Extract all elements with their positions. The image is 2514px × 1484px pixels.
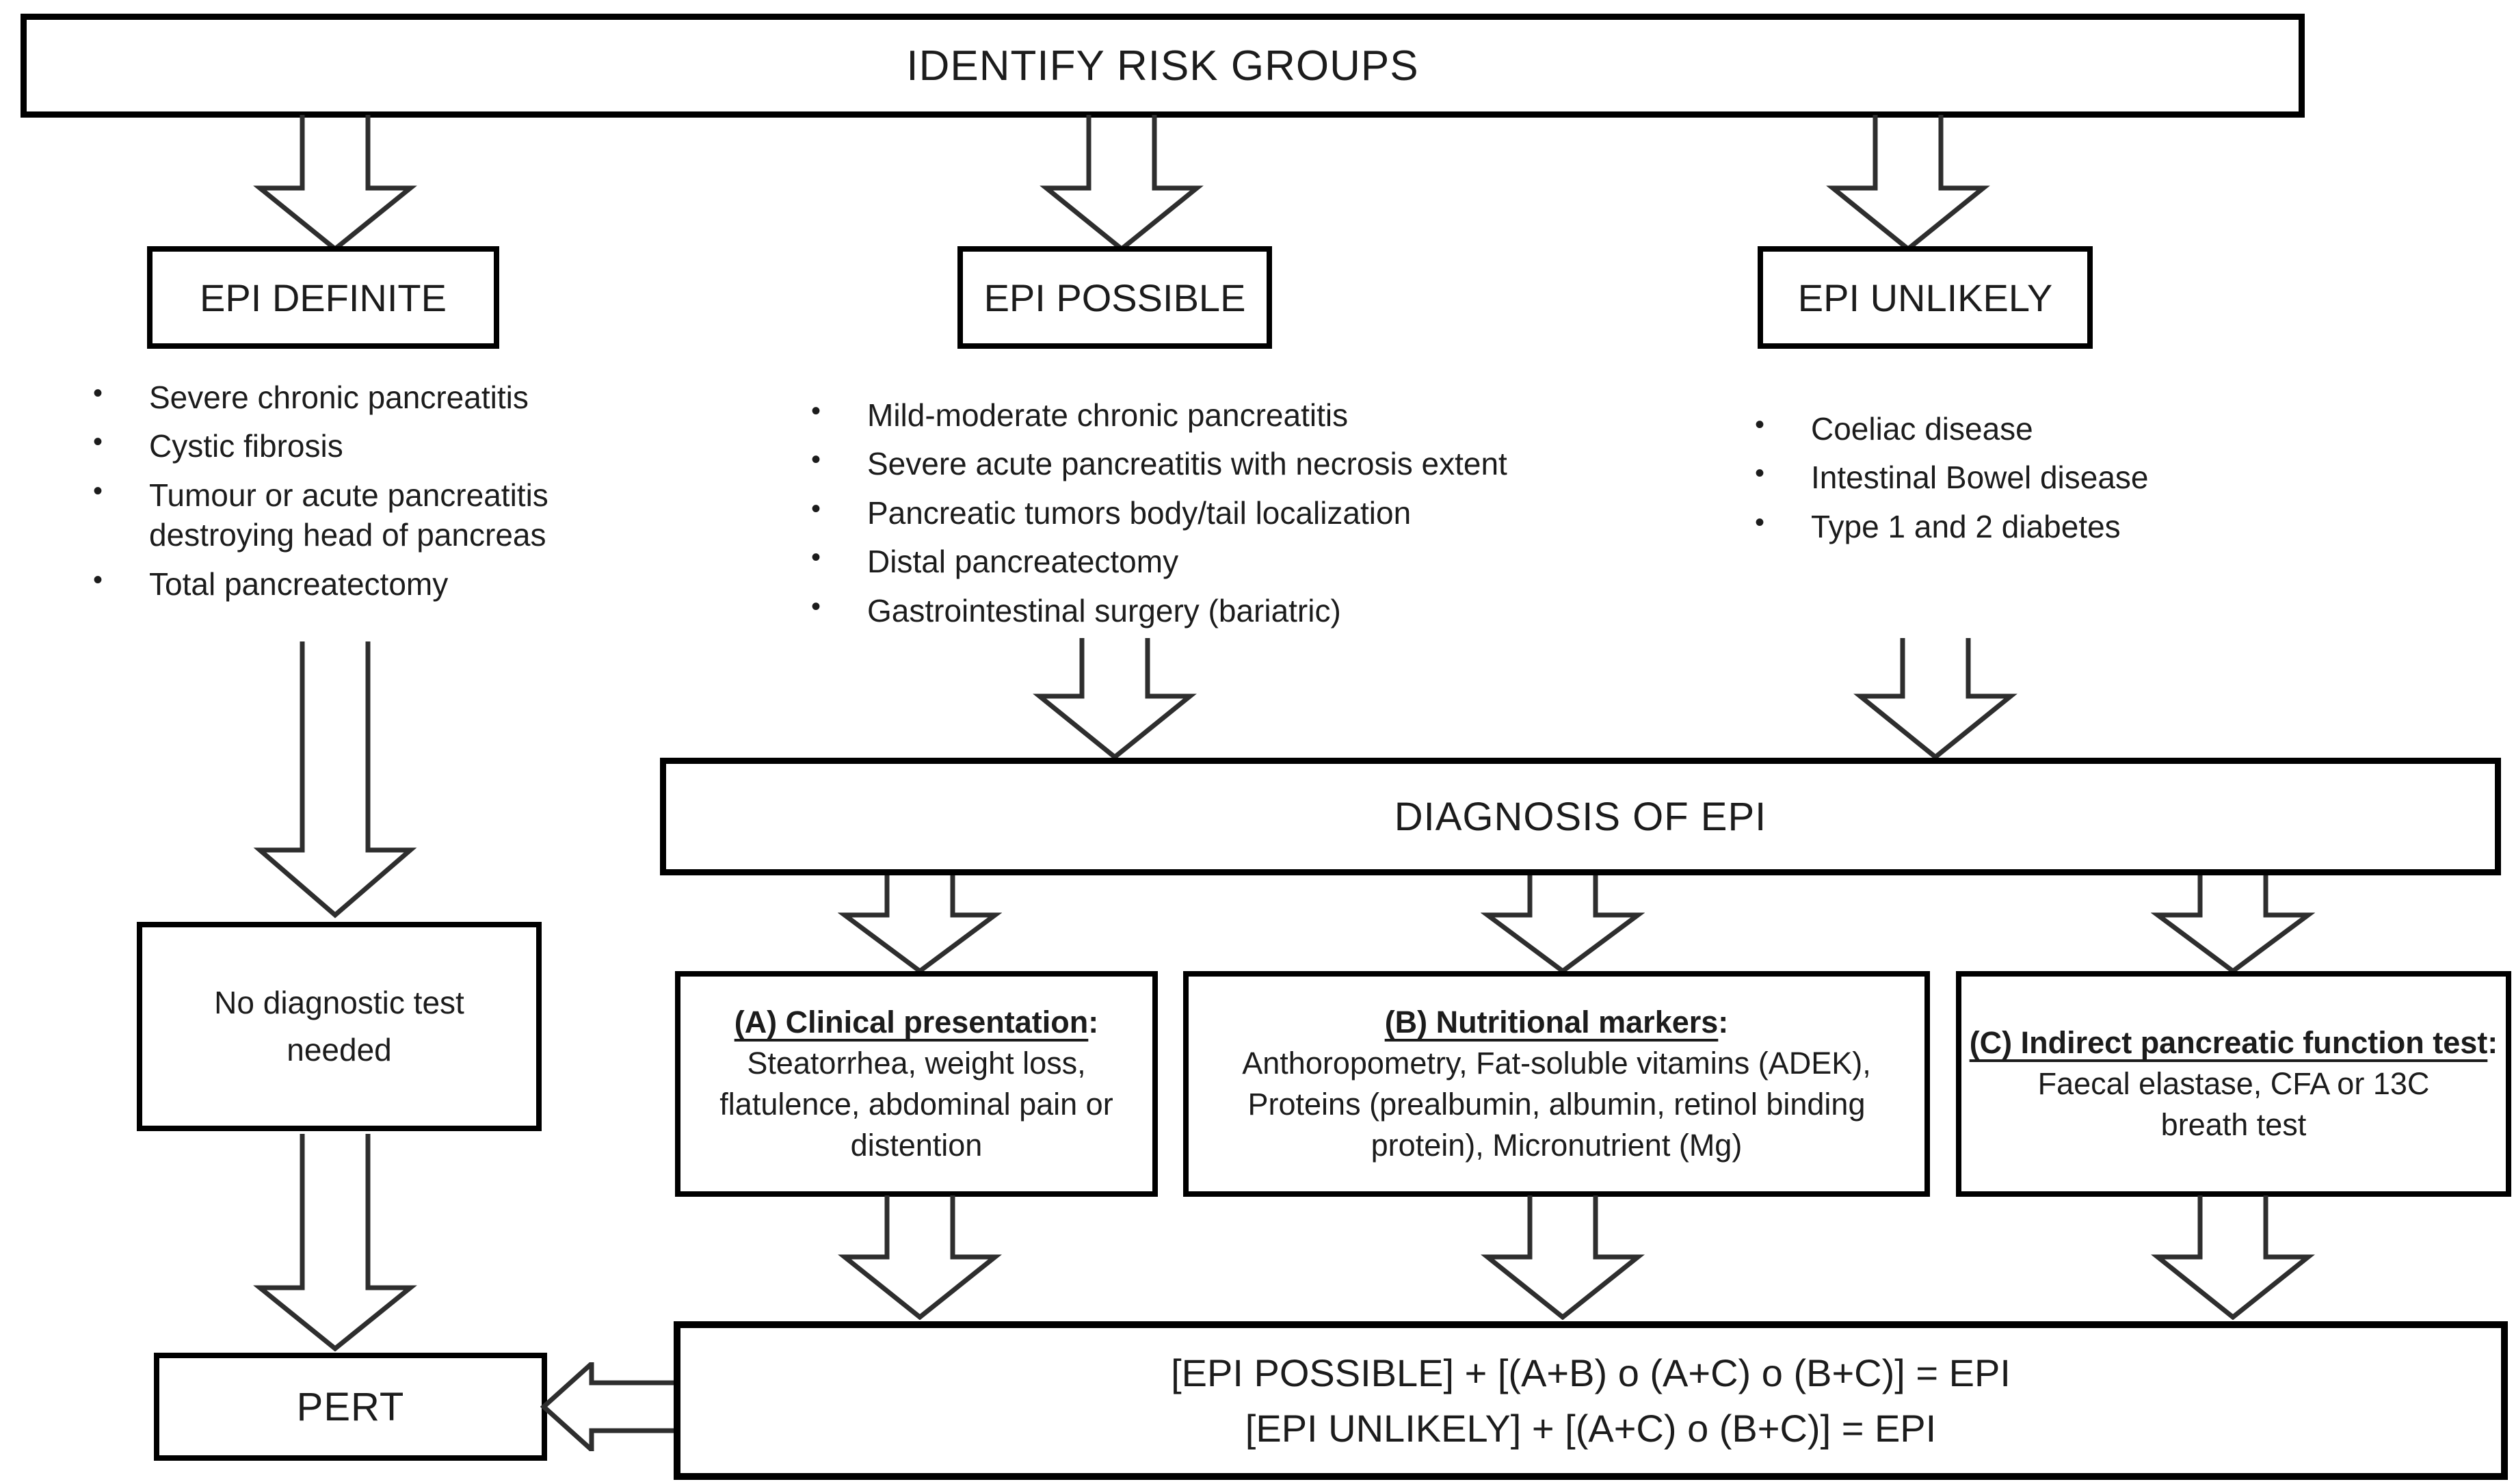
list-item: • Distal pancreatectomy bbox=[807, 542, 1689, 581]
bullet-icon: • bbox=[811, 445, 821, 475]
test-b-heading: (B) Nutritional markers: bbox=[1384, 1005, 1729, 1040]
list-item: • Severe chronic pancreatitis bbox=[89, 377, 616, 417]
epi-unlikely-list bbox=[1751, 409, 2407, 555]
no-diagnostic-test-box bbox=[137, 922, 542, 1131]
bullet-icon: • bbox=[93, 564, 103, 595]
diagnosis-banner-label: DIAGNOSIS OF EPI bbox=[1394, 794, 1767, 839]
test-a-body: Steatorrhea, weight loss, flatulence, abdominal pain or distention bbox=[719, 1046, 1113, 1163]
epi-unlikely-box bbox=[1758, 246, 2093, 349]
test-box-clinical-presentation bbox=[675, 971, 1158, 1197]
bullet-icon: • bbox=[93, 475, 103, 506]
epi-definite-label: EPI DEFINITE bbox=[200, 276, 447, 319]
epi-definite-box bbox=[147, 246, 499, 349]
down-arrow-to-epi-possible bbox=[1040, 115, 1204, 252]
bullet-icon: • bbox=[1755, 410, 1765, 440]
down-arrow-a-to-formula bbox=[838, 1195, 1002, 1320]
bullet-icon: • bbox=[811, 542, 821, 573]
no-diagnostic-test-label: No diagnostic test needed bbox=[214, 985, 464, 1068]
down-arrow-c-to-formula bbox=[2151, 1195, 2315, 1320]
bullet-icon: • bbox=[93, 378, 103, 408]
bullet-icon: • bbox=[811, 396, 821, 426]
down-arrow-notest-to-pert bbox=[253, 1134, 417, 1351]
epi-unlikely-label: EPI UNLIKELY bbox=[1797, 276, 2053, 319]
down-arrow-possible-to-diagnosis bbox=[1033, 638, 1197, 760]
test-box-nutritional-markers bbox=[1183, 971, 1930, 1197]
test-b-body: Anthoropometry, Fat-soluble vitamins (ADEK), Proteins (prealbumin, albumin, retinol binding protein), Micronutrient (Mg) bbox=[1242, 1046, 1871, 1163]
formula-line-2: [EPI UNLIKELY] + [(A+C) o (B+C)] = EPI bbox=[1245, 1407, 1937, 1450]
epi-possible-label: EPI POSSIBLE bbox=[983, 276, 1246, 319]
down-arrow-b-to-formula bbox=[1481, 1195, 1645, 1320]
test-c-heading: (C) Indirect pancreatic function test: bbox=[1969, 1025, 2498, 1061]
epi-possible-box bbox=[957, 246, 1272, 349]
list-item: • Mild-moderate chronic pancreatitis bbox=[807, 395, 1689, 435]
diagnosis-of-epi-banner bbox=[660, 758, 2501, 875]
list-item: • Type 1 and 2 diabetes bbox=[1751, 507, 2407, 546]
pert-box bbox=[154, 1353, 547, 1461]
list-item: • Tumour or acute pancreatitis destroying head of pancreas bbox=[89, 475, 616, 555]
long-down-arrow-definite-to-notest bbox=[253, 641, 417, 918]
down-arrow-to-epi-definite bbox=[253, 115, 417, 252]
pert-label: PERT bbox=[296, 1384, 405, 1429]
bullet-icon: • bbox=[1755, 458, 1765, 489]
bullet-icon: • bbox=[93, 427, 103, 458]
bullet-icon: • bbox=[811, 493, 821, 524]
list-item: • Cystic fibrosis bbox=[89, 426, 616, 466]
list-item: • Intestinal Bowel disease bbox=[1751, 458, 2407, 497]
down-arrow-to-epi-unlikely bbox=[1826, 115, 1990, 252]
down-arrow-diagnosis-to-c bbox=[2151, 875, 2315, 974]
identify-risk-groups-banner bbox=[21, 14, 2305, 118]
list-item: • Total pancreatectomy bbox=[89, 564, 616, 604]
epi-possible-list bbox=[807, 395, 1689, 639]
banner-title: IDENTIFY RISK GROUPS bbox=[906, 42, 1419, 90]
test-a-heading: (A) Clinical presentation: bbox=[734, 1005, 1099, 1040]
bullet-icon: • bbox=[811, 591, 821, 622]
bullet-icon: • bbox=[1755, 507, 1765, 538]
down-arrow-unlikely-to-diagnosis bbox=[1853, 638, 2017, 760]
test-c-body: Faecal elastase, CFA or 13C breath test bbox=[2037, 1066, 2430, 1142]
list-item: • Coeliac disease bbox=[1751, 409, 2407, 449]
down-arrow-diagnosis-to-b bbox=[1481, 875, 1645, 974]
left-arrow-formula-to-pert bbox=[540, 1362, 677, 1451]
formula-line-1: [EPI POSSIBLE] + [(A+B) o (A+C) o (B+C)] = EPI bbox=[1171, 1351, 2011, 1394]
down-arrow-diagnosis-to-a bbox=[838, 875, 1002, 974]
epi-definite-list bbox=[89, 377, 616, 613]
list-item: • Pancreatic tumors body/tail localization bbox=[807, 493, 1689, 533]
list-item: • Gastrointestinal surgery (bariatric) bbox=[807, 591, 1689, 631]
formula-box bbox=[674, 1321, 2508, 1480]
test-box-indirect-function-test bbox=[1956, 971, 2511, 1197]
list-item: • Severe acute pancreatitis with necrosis extent bbox=[807, 444, 1689, 483]
